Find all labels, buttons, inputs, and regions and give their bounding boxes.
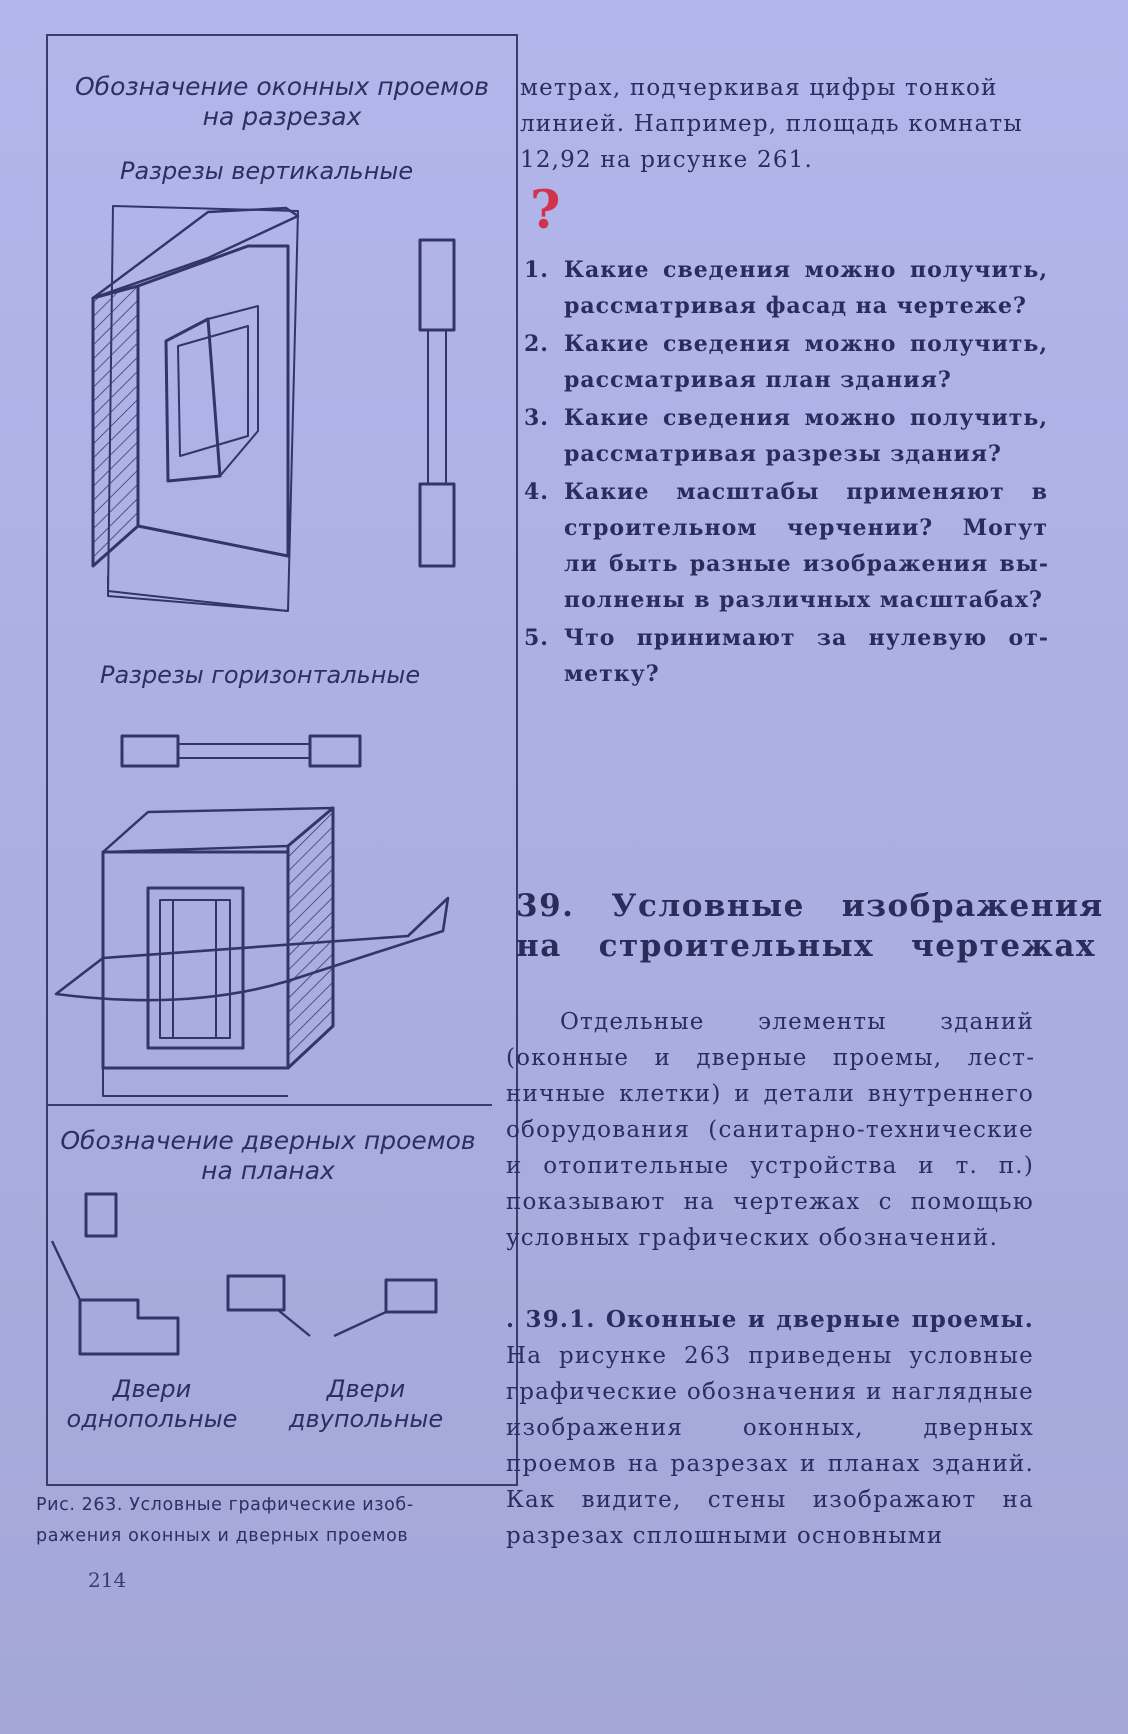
question-item: 2. Какие сведения можно получить, рассматривая план здания? (524, 331, 1048, 393)
horizontal-sections-label: Разрезы горизонтальные (100, 661, 421, 689)
question-item: 5. Что принимают за нулевую отметку? (524, 625, 1048, 687)
horizontal-section-iso-drawing (56, 808, 448, 1096)
page-number: 214 (88, 1568, 127, 1592)
question-item: 3. Какие сведения можно получить, рассматривая разрезы здания? (524, 405, 1048, 467)
single-door-label: Двери однопольные (66, 1375, 238, 1433)
horizontal-profile-drawing (122, 736, 360, 766)
double-door-label: Двери двупольные (288, 1375, 444, 1433)
doors-title: Обозначение дверных проемов на планах (60, 1126, 476, 1185)
body-paragraph-1: Отдельные элементы зданий (оконные и дверные проемы, лестничные клетки) и детали внутреннего оборудования (санитарно-технические и отопительные устройства и т. п.) показывают на чертежах с помощью условных графических обозначений. (506, 1009, 1034, 1251)
vertical-section-iso-drawing (93, 206, 298, 611)
question-mark-icon: ? (530, 180, 561, 241)
question-item: 1. Какие сведения можно получить, рассматривая фасад на чертеже? (524, 257, 1048, 319)
door-symbols-drawing (52, 1194, 436, 1354)
intro-text: метрах, подчеркивая цифры тонкой линией. Например, площадь комнаты 12,92 на рисунке 261. (520, 75, 1023, 173)
subsection-title: . 39.1. Оконные и дверные проемы. (506, 1306, 1034, 1333)
figure-frame (46, 34, 518, 1486)
figure-caption: Рис. 263. Условные графические изоб- ражения оконных и дверных проемов (36, 1495, 414, 1546)
section-heading: 39. Условные изображения на строительных чертежах (516, 888, 1104, 964)
figure-drawings (48, 36, 516, 1484)
body-paragraph-2: . 39.1. Оконные и дверные проемы. На рисунке 263 приведены условные графические обозначения и наглядные изображения оконных, дверных проемов на разрезах и планах зданий. Как видите, стены изображают на разрезах сплошными основными (506, 1306, 1034, 1549)
questions-list (518, 252, 1048, 694)
vertical-profile-drawing (420, 240, 454, 566)
question-item: 4. Какие масштабы применяют в строительном черчении? Могут ли быть разные изображения выполнены в различных масштабах? (524, 479, 1048, 613)
vertical-sections-label: Разрезы вертикальные (120, 157, 414, 185)
windows-title: Обозначение оконных проемов на разрезах (74, 72, 490, 131)
